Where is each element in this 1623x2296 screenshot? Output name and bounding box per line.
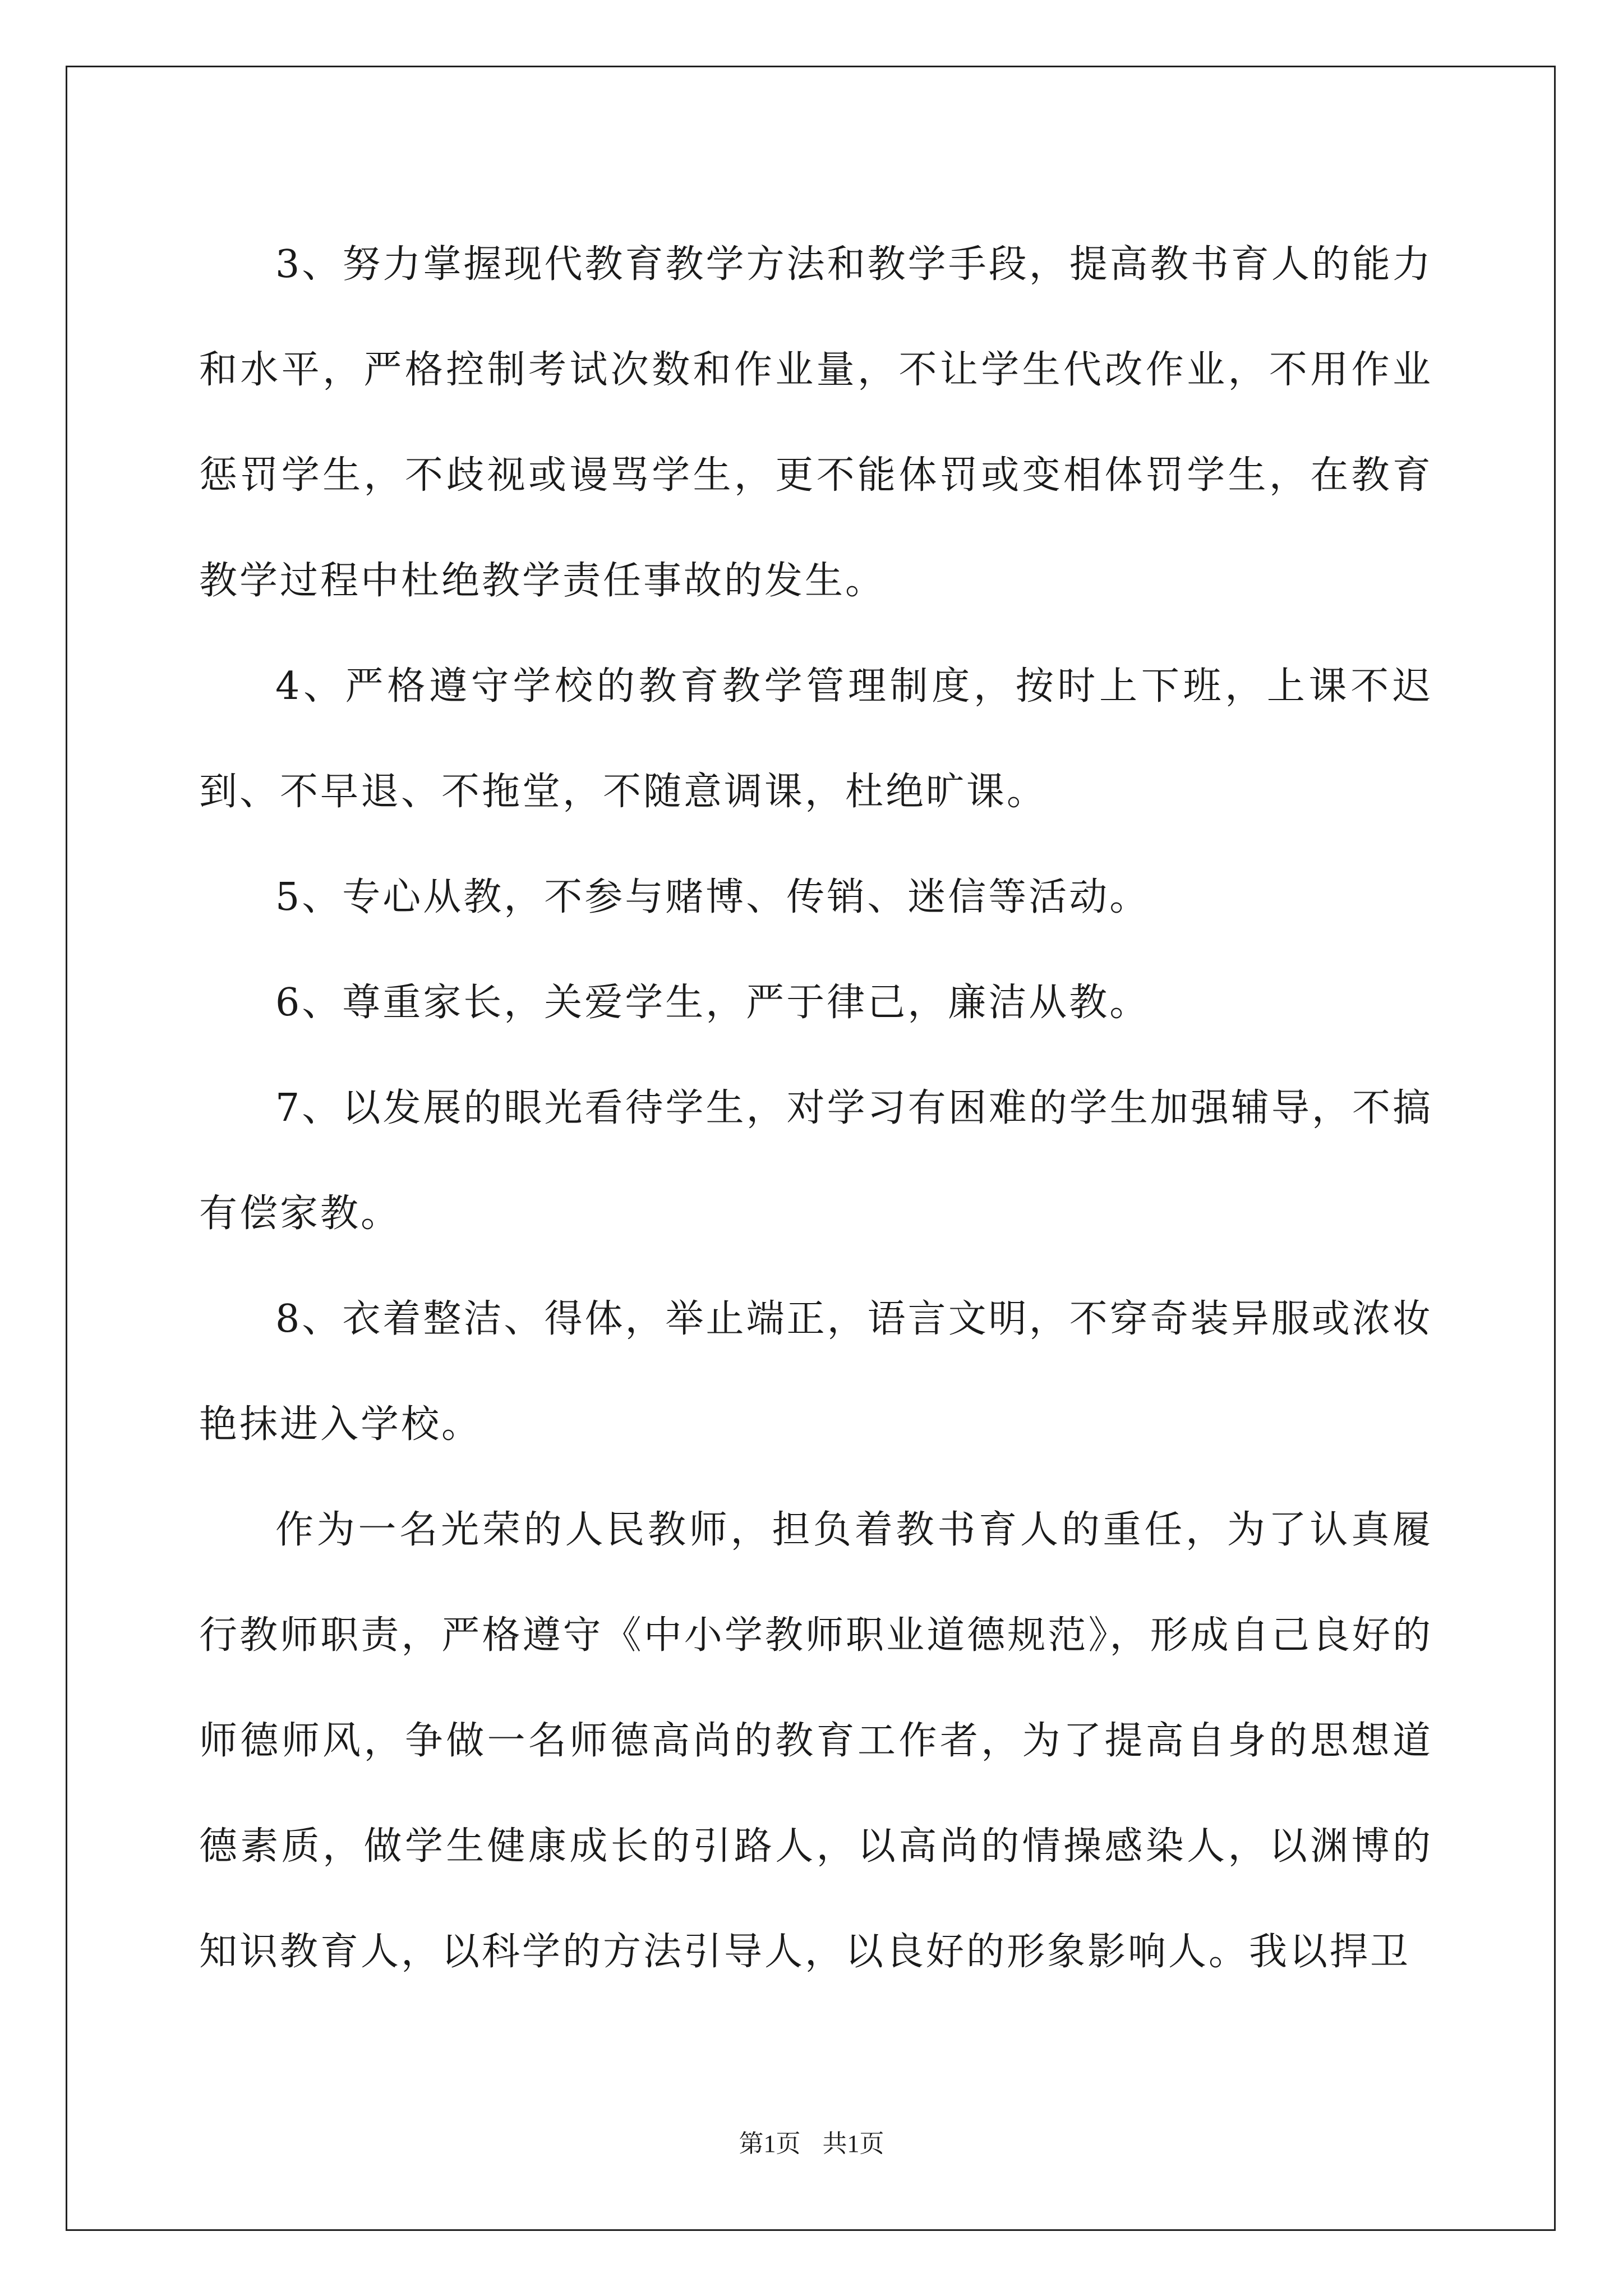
paragraph-4: 6、尊重家长，关爱学生，严于律己，廉洁从教。 <box>275 981 1150 1025</box>
page-footer <box>0 2123 1623 2159</box>
paragraph-7: 作为一名光荣的人民教师，担负着教书育人的重任，为了认真履行教师职责，严格遵守《中小学教师职业道德规范》，形成自己良好的师德师风，争做一名师德高尚的教育工作者，为了提高自身的思想道德素质，做学生健康成长的引路人，以高尚的情操感染人，以渊博的知识教育人，以科学的方法引导人，以良好的形象影响人。我以捍卫 <box>199 1508 1433 1974</box>
paragraph-5: 7、以发展的眼光看待学生，对学习有困难的学生加强辅导，不搞有偿家教。 <box>199 1086 1433 1236</box>
page-number: 第1页 <box>739 2130 801 2157</box>
document-body <box>199 212 1433 2005</box>
paragraph-6: 8、衣着整洁、得体，举止端正，语言文明，不穿奇装异服或浓妆艳抹进入学校。 <box>199 1297 1433 1447</box>
paragraph-3: 5、专心从教，不参与赌博、传销、迷信等活动。 <box>275 875 1150 919</box>
page-total: 共1页 <box>822 2130 884 2157</box>
paragraph-2: 4、严格遵守学校的教育教学管理制度，按时上下班，上课不迟到、不早退、不拖堂，不随意调课，杜绝旷课。 <box>199 664 1433 814</box>
paragraph-1: 3、努力掌握现代教育教学方法和教学手段，提高教书育人的能力和水平，严格控制考试次数和作业量，不让学生代改作业，不用作业惩罚学生，不歧视或谩骂学生，更不能体罚或变相体罚学生，在教育教学过程中杜绝教学责任事故的发生。 <box>199 242 1433 603</box>
